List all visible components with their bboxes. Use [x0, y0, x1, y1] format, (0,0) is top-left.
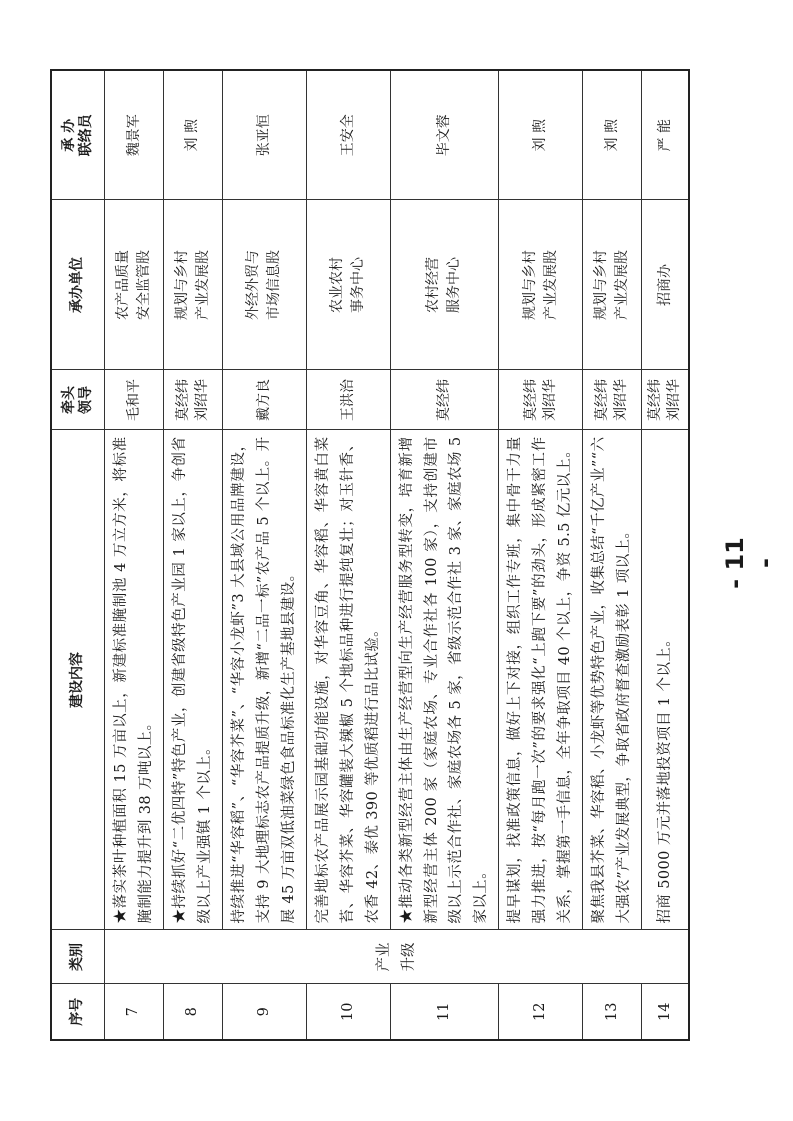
header-num: 序号	[51, 984, 105, 1040]
row-num: 14	[642, 984, 689, 1040]
contact-name: 魏景军	[125, 114, 142, 157]
row-lead	[222, 370, 306, 430]
unit-line: 农业农村	[329, 257, 346, 313]
row-content: 持续推进“华容稻”、“华容芥菜”、“华容小龙虾”3 大县域公用品牌建设，支持 9 大地理标志农产品提质升级，新增“二品一标”农产品 5 个以上。开展 45 万亩双低油菜绿色食品标准化生产基地县建设。	[222, 430, 306, 930]
row-unit	[163, 200, 222, 370]
row-content: 聚焦我县芥菜、华容稻、小龙虾等优势特色产业，收集总结“千亿产业”“六大强农”产业发展典型，争取省政府督查激励表彰 1 项以上。	[583, 430, 642, 930]
row-num: 8	[163, 984, 222, 1040]
unit-line: 规划与乡村	[593, 250, 610, 320]
row-unit	[583, 200, 642, 370]
header-contact	[51, 70, 105, 200]
header-category: 类别	[51, 930, 105, 984]
row-content: ★落实茶叶种植面积 15 万亩以上，新建标准腌制池 4 万立方米，将标准腌制能力提升到 38 万吨以上。	[105, 430, 164, 930]
row-contact	[583, 70, 642, 200]
unit-line: 服务中心	[446, 257, 463, 313]
header-contact-line: 联络员	[78, 114, 94, 157]
row-content: ★持续抓好“二优四特”特色产业，创建省级特色产业园 1 家以上，争创省级以上产业强镇 1 个以上。	[163, 430, 222, 930]
lead-name: 刘绍华	[666, 379, 683, 421]
unit-line: 招商办	[656, 264, 673, 306]
row-contact	[306, 70, 390, 200]
row-contact	[163, 70, 222, 200]
unit-line: 产业发展股	[614, 250, 631, 320]
category-line: 产业	[375, 942, 392, 972]
row-contact	[499, 70, 583, 200]
row-content: 完善地标农产品展示园基础功能设施，对华容豆角、华容稻、华容黄白菜苔、华容芥菜、华容罐装大辣椒 5 个地标品种进行提纯复壮；对玉针香、农香 42、泰优 390 等优质稻进行品比试验。	[306, 430, 390, 930]
header-lead-line: 牵头	[60, 386, 77, 414]
row-lead	[163, 370, 222, 430]
table-row	[222, 70, 306, 1040]
row-content: 招商 5000 万元并落地投资项目 1 个以上。	[642, 430, 689, 930]
unit-line: 外经外贸与	[245, 250, 262, 320]
category-cell	[105, 930, 690, 984]
header-unit: 承办单位	[51, 200, 105, 370]
row-lead	[642, 370, 689, 430]
row-lead	[306, 370, 390, 430]
row-unit	[306, 200, 390, 370]
row-lead	[499, 370, 583, 430]
unit-line: 规划与乡村	[173, 250, 190, 320]
lead-name: 莫经纬	[594, 379, 611, 421]
unit-line: 产业发展股	[542, 250, 559, 320]
row-num: 9	[222, 984, 306, 1040]
row-content: ★推动各类新型经营主体由生产经营型向生产经营服务型转变，培育新增新型经营主体 200 家（家庭农场、专业合作社各 100 家），支持创建市级以上示范合作社、家庭农场各 5 家，省级示范合作社 3 家、家庭农场 5 家以上。	[390, 430, 499, 930]
lead-name: 毛和平	[125, 379, 142, 421]
construction-task-table	[50, 69, 690, 1041]
lead-name: 莫经纬	[522, 379, 539, 421]
table-row	[390, 70, 499, 1040]
unit-line: 市场信息股	[266, 250, 283, 320]
lead-name: 莫经纬	[174, 379, 191, 421]
unit-line: 产业发展股	[194, 250, 211, 320]
lead-name: 莫经纬	[435, 379, 452, 421]
unit-line: 安全监管股	[135, 250, 152, 320]
row-unit	[642, 200, 689, 370]
table-header-row	[51, 70, 105, 1040]
table-row	[642, 70, 689, 1040]
header-lead	[51, 370, 105, 430]
category-line: 升级	[400, 942, 417, 972]
lead-name: 刘绍华	[193, 379, 210, 421]
contact-name: 毕文蓉	[435, 114, 452, 157]
row-content: 提早谋划，找准政策信息，做好上下对接，组织工作专班，集中骨干力量强力推进，按“每月跑一次”的要求强化“上跑下要”的劲头，形成紧密工作关系，掌握第一手信息，全年争取项目 40 个以上，争资 5.5 亿元以上。	[499, 430, 583, 930]
table-row	[583, 70, 642, 1040]
row-num: 7	[105, 984, 164, 1040]
unit-line: 农村经营	[425, 257, 442, 313]
contact-name: 王安全	[339, 114, 356, 157]
header-content: 建设内容	[51, 430, 105, 930]
row-unit	[222, 200, 306, 370]
row-contact	[642, 70, 689, 200]
row-contact	[105, 70, 164, 200]
lead-name: 刘绍华	[613, 379, 630, 421]
unit-line: 事务中心	[350, 257, 367, 313]
rotated-table-container	[50, 71, 690, 1041]
row-contact	[222, 70, 306, 200]
contact-name: 刘 煦	[603, 119, 620, 152]
lead-name: 戴方良	[255, 379, 272, 421]
lead-name: 莫经纬	[647, 379, 664, 421]
row-unit	[499, 200, 583, 370]
unit-line: 农产品质量	[114, 250, 131, 320]
row-lead	[390, 370, 499, 430]
table-row	[105, 70, 164, 1040]
row-contact	[390, 70, 499, 200]
table-row	[306, 70, 390, 1040]
page-number: - 11 -	[721, 537, 779, 589]
header-lead-line: 领导	[78, 386, 94, 414]
unit-line: 规划与乡村	[521, 250, 538, 320]
row-lead	[583, 370, 642, 430]
row-num: 11	[390, 984, 499, 1040]
row-num: 13	[583, 984, 642, 1040]
contact-name: 张亚恒	[255, 114, 272, 157]
header-contact-line: 承 办	[60, 118, 77, 152]
table-row	[163, 70, 222, 1040]
contact-name: 刘 煦	[532, 119, 549, 152]
lead-name: 刘绍华	[541, 379, 558, 421]
row-lead	[105, 370, 164, 430]
row-unit	[390, 200, 499, 370]
table-row	[499, 70, 583, 1040]
contact-name: 严 能	[656, 119, 673, 152]
lead-name: 王洪治	[339, 379, 356, 421]
row-num: 10	[306, 984, 390, 1040]
row-unit	[105, 200, 164, 370]
row-num: 12	[499, 984, 583, 1040]
contact-name: 刘 煦	[184, 119, 201, 152]
